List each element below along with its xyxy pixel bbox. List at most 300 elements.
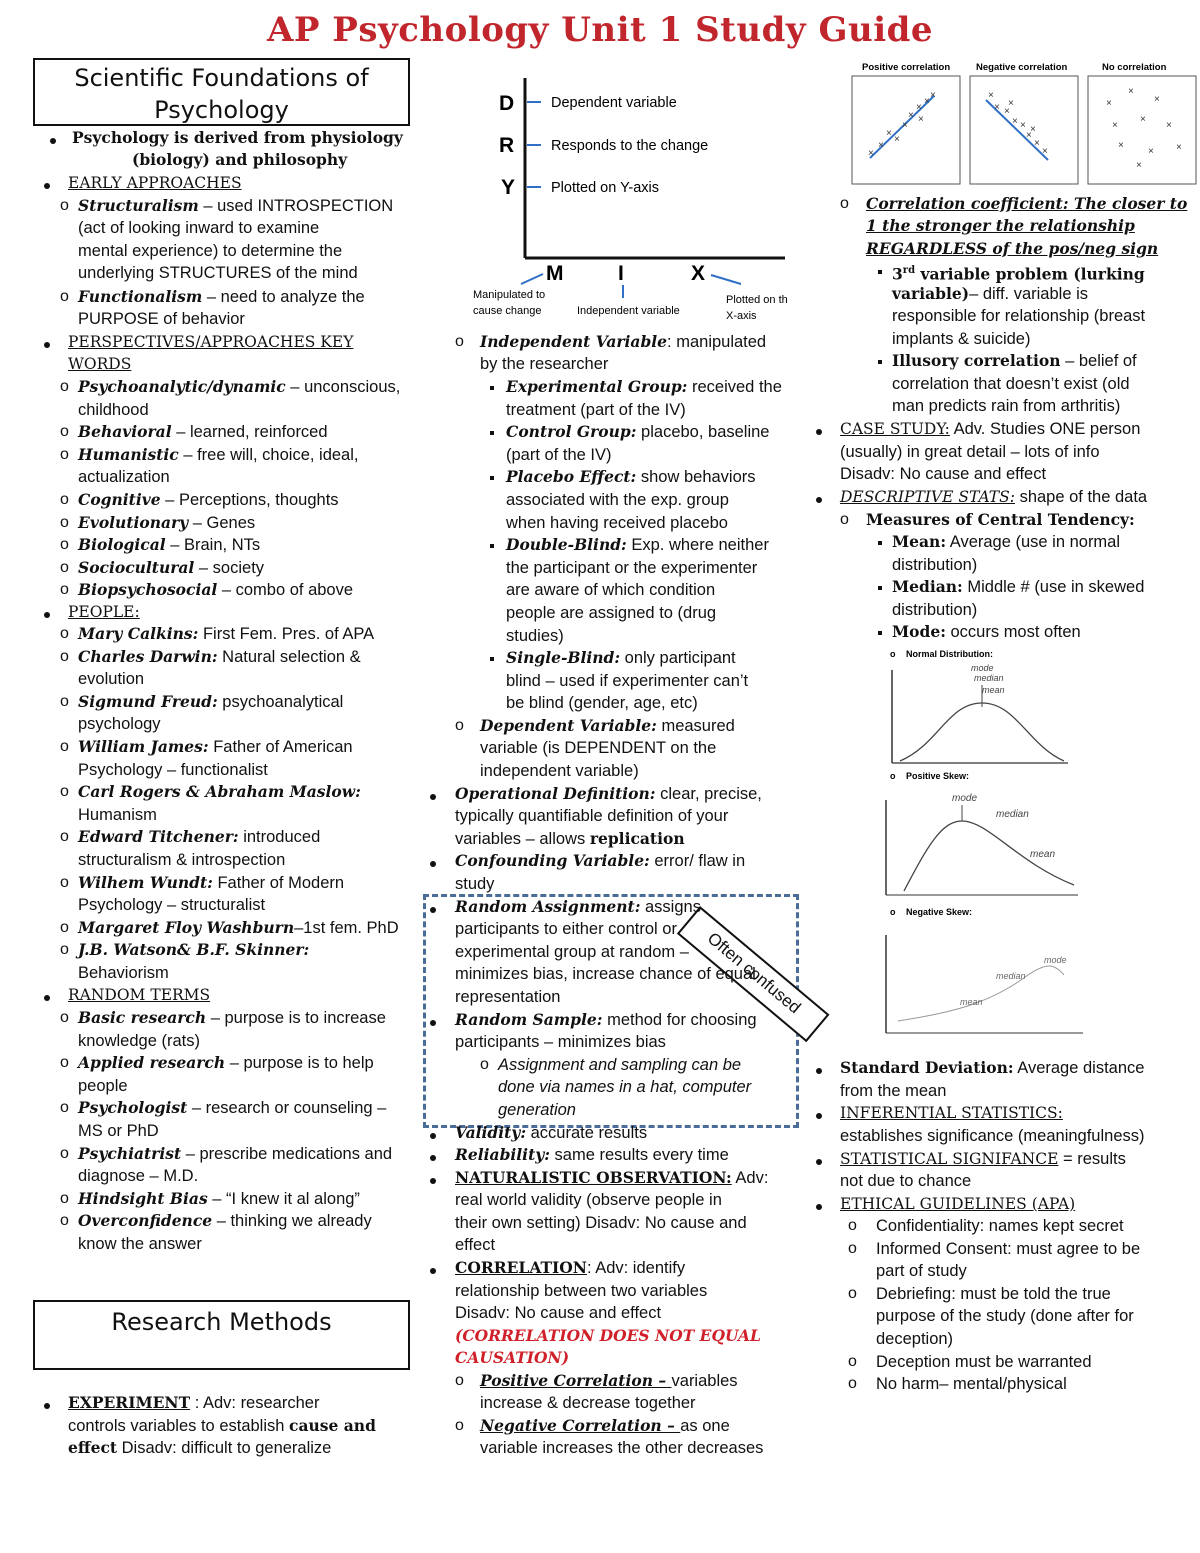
list-item (506, 647, 736, 670)
positive-correlation-line: increase & decrease together (480, 1394, 696, 1412)
scatter-point: × (1112, 120, 1118, 131)
list-item (78, 1143, 392, 1166)
list-item-definition: – unconscious, (285, 378, 401, 396)
section-heading-line: Scientific Foundations of (74, 64, 369, 92)
illusory-line: correlation that doesn’t exist (old (892, 375, 1130, 393)
list-item-line: (part of the IV) (506, 445, 612, 464)
list-item-definition: – “I knew it al along” (207, 1189, 360, 1208)
experiment-entry: EXPERIMENT : Adv: researcher (68, 1393, 320, 1412)
list-item-line: childhood (78, 400, 149, 419)
list-item-definition: – Brain, NTs (165, 536, 261, 555)
people-heading: PEOPLE: (68, 603, 140, 621)
naturalistic-line: effect (455, 1236, 496, 1254)
diagram-x-label: Independent variable (577, 305, 680, 317)
list-item-line: people are assigned to (drug (506, 604, 717, 622)
correlation-coefficient-line: Correlation coefficient: The closer to (866, 194, 1188, 213)
perspectives-heading: WORDS (68, 355, 132, 373)
naturalistic-entry: NATURALISTIC OBSERVATION: Adv: (455, 1168, 769, 1187)
list-marker: o (848, 1352, 857, 1370)
structuralism-line: (act of looking inward to examine (78, 219, 320, 237)
scatter-title: Positive correlation (862, 62, 951, 73)
diagram-letter-i: I (618, 262, 624, 285)
descriptive-stats-entry: DESCRIPTIVE STATS: shape of the data (840, 488, 1148, 506)
diagram-label: Responds to the change (551, 138, 709, 154)
list-item-definition: –1st fem. PhD (294, 918, 399, 937)
dist-label: o (890, 907, 896, 917)
correlation-line: relationship between two variables (455, 1282, 708, 1300)
hand-note: mean (960, 997, 983, 1007)
list-item-definition: only participant (620, 649, 736, 668)
list-item-line: Psychology – functionalist (78, 760, 268, 779)
scatter-point: × (868, 148, 874, 159)
list-marker: o (60, 423, 69, 441)
correlation-scatterplots (848, 58, 1198, 188)
opdef-entry: Operational Definition: clear, precise, (455, 784, 762, 803)
list-item (78, 1007, 386, 1030)
scatter-frame (1088, 76, 1196, 184)
dv-line: variable (is DEPENDENT on the (480, 739, 717, 757)
list-item-term: Psychoanalytic/dynamic (78, 377, 286, 396)
list-marker: o (60, 625, 69, 642)
inferential-heading: INFERENTIAL STATISTICS: (840, 1104, 1063, 1122)
list-item (78, 623, 374, 646)
list-item (78, 872, 344, 895)
list-item-term: Overconfidence (78, 1211, 213, 1231)
list-item (78, 826, 320, 849)
list-item (78, 691, 343, 714)
list-item-term: Sigmund Freud: (78, 691, 218, 711)
confound-line: study (455, 875, 495, 893)
list-item-definition: Exp. where neither (626, 536, 769, 555)
list-item-term: Edward Titchener: (78, 827, 239, 847)
functionalism-line: PURPOSE of behavior (78, 310, 245, 328)
third-variable-line: variable)– diff. variable is (892, 284, 1089, 303)
case-study-line: (usually) in great detail – lots of info (840, 443, 1100, 461)
list-marker: o (60, 1099, 69, 1117)
list-item-line: when having received placebo (506, 513, 728, 532)
experiment-line: controls variables to establish cause and (68, 1416, 376, 1435)
list-marker (878, 586, 882, 590)
functionalism-entry: Functionalism – need to analyze the (78, 287, 365, 306)
scatter-point: × (908, 110, 914, 121)
list-item-definition: Middle # (use in skewed (962, 578, 1145, 597)
list-item-term: Median: (892, 577, 963, 597)
dv-entry: Dependent Variable: measured (480, 716, 735, 735)
scatter-point: × (994, 102, 1000, 113)
list-item-definition: – purpose is to help (225, 1054, 374, 1073)
scatter-point: × (894, 134, 900, 145)
opdef-line: variables – allows replication (455, 829, 685, 848)
list-item (892, 576, 1144, 599)
list-item (78, 579, 353, 602)
often-confused-label: Often confused (677, 906, 830, 1042)
list-item-definition: – learned, reinforced (171, 423, 328, 442)
diagram-label: Dependent variable (551, 95, 677, 111)
random-terms-heading: RANDOM TERMS (68, 986, 211, 1004)
list-item (78, 1210, 372, 1233)
random-assignment-line: representation (455, 988, 561, 1006)
list-item-definition: – society (194, 558, 265, 577)
random-assignment-line: experimental group at random – (455, 943, 689, 961)
list-item-definition: psychoanalytical (217, 692, 344, 711)
list-item-line: knowledge (rats) (78, 1031, 200, 1050)
third-variable-line: responsible for relationship (breast (892, 307, 1146, 325)
list-marker (490, 476, 494, 480)
list-item-line: MS or PhD (78, 1122, 159, 1140)
list-item-definition: Average (use in normal (946, 533, 1121, 551)
list-item (78, 646, 361, 669)
list-item-term: Mean: (892, 532, 947, 551)
scatter-point: × (1166, 120, 1172, 131)
scatter-point: × (878, 140, 884, 151)
list-item-line: treatment (part of the IV) (506, 400, 686, 419)
hand-note: mode (1044, 955, 1067, 965)
normal-curve (900, 703, 1064, 761)
diagram-letter-x: X (691, 262, 706, 285)
scatter-point: × (1140, 114, 1146, 125)
list-marker: o (60, 1054, 69, 1072)
list-item-line: associated with the exp. group (506, 491, 729, 509)
diagram-label: Plotted on Y-axis (551, 180, 660, 196)
significance-entry: STATISTICAL SIGNIFANCE = results (840, 1150, 1126, 1168)
scatter-point: × (1008, 98, 1014, 109)
diagram-x-label: X-axis (726, 310, 757, 322)
list-item-line: Psychology – structuralist (78, 896, 266, 915)
scatter-point: × (886, 128, 892, 139)
list-item-line: be blind (gender, age, etc) (506, 694, 698, 713)
scatter-point: × (924, 96, 930, 107)
list-marker: o (60, 647, 69, 665)
confound-entry: Confounding Variable: error/ flaw in (455, 851, 746, 870)
dist-label: o (890, 649, 896, 659)
list-item-line: deception) (876, 1330, 954, 1348)
list-item (506, 376, 782, 399)
dv-line: independent variable) (480, 762, 639, 780)
scatter-point: × (1148, 146, 1154, 157)
list-item (506, 421, 769, 444)
scatter-point: × (1176, 142, 1182, 153)
list-item-term: Biological (78, 535, 166, 555)
list-marker (490, 386, 494, 390)
list-marker: o (60, 873, 69, 891)
list-item-definition: Father of American (208, 738, 353, 756)
perspectives-heading: PERSPECTIVES/APPROACHES KEY (68, 333, 354, 351)
list-item (78, 917, 399, 940)
list-item-term: Control Group: (506, 422, 637, 442)
list-marker: o (60, 513, 69, 531)
list-item-term: Mode: (892, 622, 946, 642)
scatter-point: × (1118, 140, 1124, 151)
list-marker: o (60, 918, 69, 936)
correlation-warning: (CORRELATION DOES NOT EQUAL (455, 1326, 761, 1345)
ethics-heading: ETHICAL GUIDELINES (APA) (840, 1195, 1076, 1213)
list-item-term: Applied research (78, 1053, 226, 1073)
diagram-letter-y: Y (501, 176, 516, 199)
list-item-definition: – thinking we already (212, 1212, 372, 1231)
assign-note-line: done via names in a hat, computer (498, 1078, 752, 1096)
scatter-point: × (930, 90, 936, 101)
page-title: AP Psychology Unit 1 Study Guide (266, 10, 934, 50)
standard-deviation-entry: Standard Deviation: Average distance (840, 1058, 1145, 1077)
list-item-line: people (78, 1076, 128, 1095)
scatter-point: × (1034, 138, 1040, 149)
scatter-point: × (1012, 116, 1018, 127)
positive-correlation-entry: Positive Correlation – variables (480, 1371, 738, 1390)
list-item (78, 489, 339, 512)
list-item-term: Experimental Group: (506, 377, 688, 396)
scatter-title: No correlation (1102, 62, 1167, 73)
list-marker (490, 431, 494, 435)
diagram-x-label: Manipulated to (473, 289, 546, 301)
negative-correlation-entry: Negative Correlation – as one (480, 1416, 730, 1435)
inferential-line: establishes significance (meaningfulness) (840, 1127, 1145, 1145)
list-item (892, 621, 1081, 644)
list-item (78, 781, 361, 804)
list-marker: o (60, 783, 69, 801)
list-item-line: know the answer (78, 1235, 202, 1253)
naturalistic-line: their own setting) Disadv: No cause and (455, 1214, 747, 1232)
illusory-line: man predicts rain from arthritis) (892, 397, 1121, 415)
list-item-definition: – research or counseling – (187, 1099, 387, 1118)
diagram-letter-d: D (499, 92, 515, 115)
list-item-line: part of study (876, 1262, 967, 1281)
opdef-line: typically quantifiable definition of your (455, 807, 729, 825)
hand-note: median (996, 971, 1026, 981)
hand-note: mean (1030, 849, 1056, 860)
list-marker: o (60, 828, 69, 846)
dist-label: Negative Skew: (906, 907, 973, 917)
list-item-definition: Natural selection & (217, 647, 361, 666)
dist-label: Positive Skew: (906, 771, 970, 781)
list-item (78, 1097, 386, 1120)
intro-line: (biology) and philosophy (132, 150, 348, 169)
list-item-definition: occurs most often (945, 623, 1081, 642)
list-item-definition: – Perceptions, thoughts (160, 491, 339, 509)
list-item-definition: show behaviors (636, 468, 756, 487)
correlation-coefficient-line: 1 the stronger the relationship (866, 216, 1135, 235)
list-marker: o (60, 558, 69, 576)
list-item-line: evolution (78, 670, 145, 689)
diagram-letter-r: R (499, 134, 515, 157)
list-item-line: Behaviorism (78, 964, 169, 982)
scatter-point: × (1042, 146, 1048, 157)
list-marker: o (60, 1144, 69, 1162)
negative-skew-curve (898, 966, 1064, 1021)
list-item-definition: – prescribe medications and (181, 1144, 393, 1163)
list-item-line: Confidentiality: names kept secret (876, 1217, 1124, 1235)
list-marker: o (60, 491, 69, 508)
illusory-entry: Illusory correlation – belief of (892, 351, 1137, 370)
list-item-line: distribution) (892, 600, 978, 619)
correlation-warning: CAUSATION) (455, 1348, 570, 1367)
central-tendency-heading: Measures of Central Tendency: (866, 510, 1135, 529)
intro-line: Psychology is derived from physiology (72, 128, 403, 147)
scatter-point: × (1004, 106, 1010, 117)
list-item-term: Cognitive (78, 490, 161, 509)
distribution-sketches (878, 645, 1088, 1040)
case-study-line: Disadv: No cause and effect (840, 465, 1047, 483)
list-item-term: Biopsychosocial (78, 580, 218, 600)
list-item-line: are aware of which condition (506, 581, 716, 600)
negative-correlation-line: variable increases the other decreases (480, 1439, 764, 1457)
list-item-line: structuralism & introspection (78, 851, 286, 869)
list-item (78, 557, 264, 580)
list-item (78, 534, 260, 557)
list-item-term: Placebo Effect: (506, 467, 637, 487)
list-marker: o (848, 1217, 857, 1234)
list-marker: o (60, 1189, 69, 1207)
list-marker (878, 631, 882, 635)
hand-note: mode (952, 793, 978, 804)
scatter-point: × (1026, 130, 1032, 141)
section-heading-research-methods: Research Methods (33, 1300, 410, 1370)
scatter-point: × (1128, 86, 1134, 97)
list-item-definition: placebo, baseline (636, 423, 770, 442)
list-marker: o (848, 1239, 857, 1257)
list-item-line: psychology (78, 715, 161, 734)
list-item-term: J.B. Watson& B.F. Skinner: (78, 940, 310, 960)
third-variable-entry: 3rd variable problem (lurking (892, 264, 1145, 284)
list-item-line: No harm– mental/physical (876, 1375, 1067, 1394)
diagram-x-label: cause change (473, 305, 542, 317)
dist-label: o (890, 771, 896, 781)
list-item-definition: – Genes (188, 513, 256, 532)
validity-entry: Validity: accurate results (455, 1123, 648, 1142)
scatter-point: × (1020, 120, 1026, 131)
list-marker (878, 541, 882, 545)
list-item-term: Basic research (78, 1008, 207, 1027)
list-item-term: Behavioral (78, 422, 172, 442)
list-item-term: Carl Rogers & Abraham Maslow: (78, 782, 361, 802)
list-item (506, 534, 769, 557)
list-item-line: blind – used if experimenter can’t (506, 671, 749, 690)
scatter-point: × (918, 114, 924, 125)
list-marker: o (60, 1212, 69, 1230)
third-variable-line: implants & suicide) (892, 330, 1031, 348)
list-item (78, 376, 400, 399)
hand-note: mean (982, 685, 1005, 695)
list-item-term: Psychologist (78, 1098, 188, 1118)
list-item (78, 1188, 360, 1211)
scatter-point: × (1136, 160, 1142, 171)
list-item (78, 444, 359, 467)
section-heading-line: Psychology (154, 96, 289, 124)
experiment-line: effect Disadv: difficult to generalize (68, 1438, 332, 1457)
list-marker: o (848, 1284, 857, 1302)
list-item-line: actualization (78, 468, 170, 487)
correlation-coefficient-line: REGARDLESS of the pos/neg sign (866, 239, 1159, 258)
list-marker: o (60, 378, 69, 395)
list-item-definition: introduced (238, 828, 321, 847)
list-item-line: distribution) (892, 555, 978, 574)
list-item-term: Mary Calkins: (78, 624, 199, 643)
list-item-term: Hindsight Bias (78, 1188, 208, 1208)
list-item-line: the participant or the experimenter (506, 558, 758, 577)
list-marker: o (60, 738, 69, 755)
list-item-term: Psychiatrist (78, 1143, 182, 1163)
iv-line: by the researcher (480, 355, 609, 373)
list-marker: o (60, 941, 69, 959)
scatter-point: × (916, 102, 922, 113)
structuralism-line: mental experience) to determine the (78, 242, 343, 260)
list-item-line: Informed Consent: must agree to be (876, 1239, 1141, 1258)
list-marker (490, 657, 494, 661)
list-marker (490, 544, 494, 548)
hand-note: median (974, 673, 1004, 683)
variables-diagram (465, 70, 810, 325)
random-sample-entry: Random Sample: method for choosing (455, 1010, 757, 1029)
list-marker: o (60, 536, 69, 554)
diagram-letter-m: M (546, 262, 564, 285)
list-item-line: Debriefing: must be told the true (876, 1284, 1111, 1303)
hand-note: median (996, 809, 1029, 820)
hand-note: mode (971, 663, 994, 673)
significance-line: not due to chance (840, 1172, 972, 1190)
list-item-line: diagnose – M.D. (78, 1167, 199, 1186)
list-item (78, 939, 309, 962)
list-item-term: Evolutionary (78, 512, 189, 532)
list-item-term: Single-Blind: (506, 648, 621, 668)
list-item-definition: received the (687, 378, 782, 396)
list-item (78, 1052, 374, 1075)
case-study-entry: CASE STUDY: Adv. Studies ONE person (840, 420, 1141, 438)
list-item-term: Wilhem Wundt: (78, 872, 213, 892)
list-item-definition: Father of Modern (212, 873, 345, 892)
reliability-entry: Reliability: same results every time (455, 1145, 729, 1164)
random-assignment-line: minimizes bias, increase chance of equal (455, 965, 756, 983)
list-item-term: Double-Blind: (506, 535, 627, 555)
list-item-term: Charles Darwin: (78, 646, 218, 666)
correlation-entry: CORRELATION: Adv: identify (455, 1258, 686, 1277)
random-sample-line: participants – minimizes bias (455, 1033, 666, 1051)
iv-entry: Independent Variable: manipulated (480, 332, 767, 351)
list-item-term: Humanistic (78, 444, 179, 464)
standard-deviation-line: from the mean (840, 1082, 947, 1100)
structuralism-line: underlying STRUCTURES of the mind (78, 264, 358, 282)
list-item-line: studies) (506, 626, 564, 645)
scatter-point: × (1030, 124, 1036, 135)
correlation-line: Disadv: No cause and effect (455, 1304, 662, 1322)
list-item (78, 736, 353, 759)
list-item (506, 466, 756, 489)
dist-label: Normal Distribution: (906, 649, 993, 659)
list-item (78, 421, 328, 444)
list-marker: o (60, 1009, 69, 1026)
random-assignment-entry: Random Assignment: assigns (455, 897, 701, 916)
list-marker: o (848, 1375, 857, 1393)
scatter-point: × (902, 120, 908, 131)
list-marker: o (60, 692, 69, 710)
structuralism-entry: Structuralism – used INTROSPECTION (78, 196, 394, 215)
random-assignment-line: participants to either control or (455, 920, 677, 938)
list-item-line: purpose of the study (done after for (876, 1307, 1134, 1326)
assign-note-line: Assignment and sampling can be (498, 1056, 742, 1074)
list-item-definition: – combo of above (217, 581, 354, 600)
list-item-definition: – free will, choice, ideal, (178, 445, 359, 464)
section-heading-scientific-foundations (33, 58, 410, 126)
list-item-term: Sociocultural (78, 557, 195, 577)
list-item-definition: First Fem. Pres. of APA (198, 625, 375, 643)
list-item-line: Deception must be warranted (876, 1352, 1092, 1371)
list-item (892, 531, 1120, 554)
list-item-term: Margaret Floy Washburn (78, 917, 295, 937)
list-item-definition: – purpose is to increase (206, 1009, 386, 1027)
diagram-x-label: Plotted on th (726, 294, 788, 306)
list-item-term: William James: (78, 737, 209, 756)
assign-note-line: generation (498, 1101, 576, 1119)
early-approaches-heading: EARLY APPROACHES (68, 174, 242, 192)
scatter-point: × (1154, 94, 1160, 105)
